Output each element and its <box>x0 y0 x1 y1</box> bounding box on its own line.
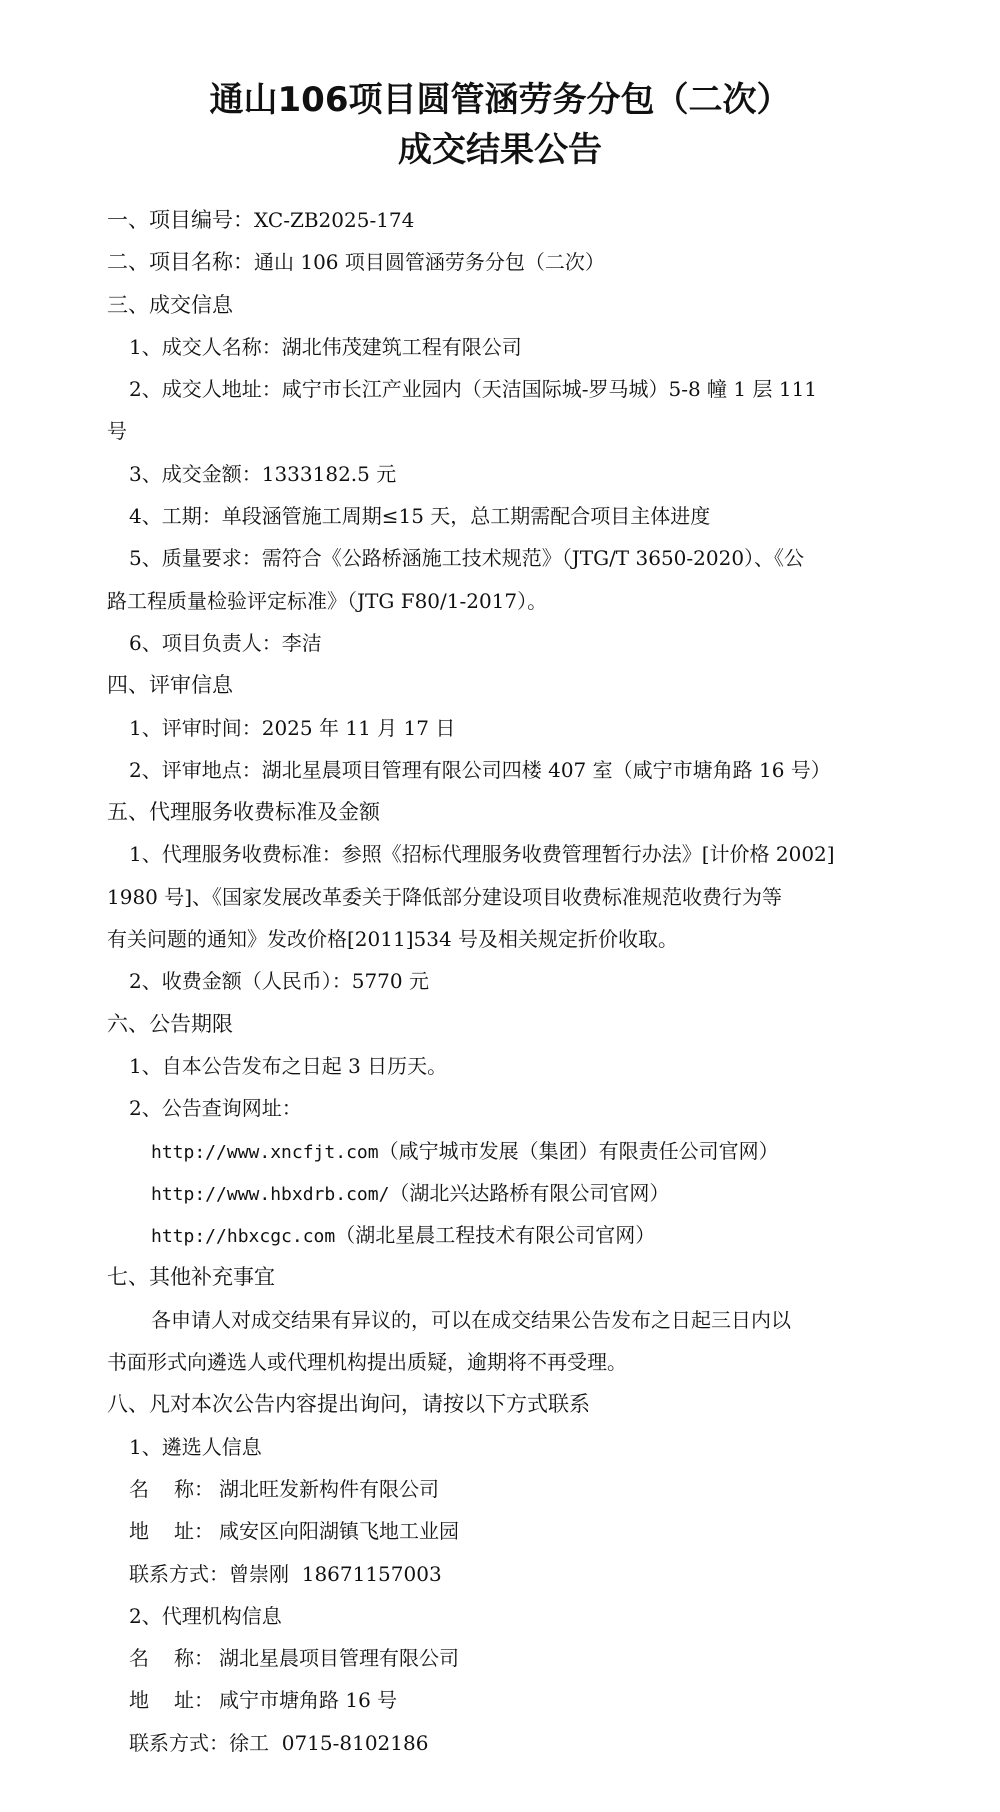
quality-continued: 路工程质量检验评定标准》（JTG F80/1-2017）。 <box>107 588 548 613</box>
agency-name-key-1: 名 <box>129 1646 149 1671</box>
review-time-label: 1、评审时间： <box>129 715 262 740</box>
fee-standard-line-2: 1980 号]、《国家发展改革委关于降低部分建设项目收费标准规范收费行为等 <box>107 884 783 909</box>
query-site-row <box>107 1172 907 1214</box>
project-manager-label: 6、项目负责人： <box>129 630 282 655</box>
duration-row <box>107 495 907 537</box>
quality: 需符合《公路桥涵施工技术规范》（JTG/T 3650-2020）、《公 <box>261 546 805 571</box>
agency-contact: 徐工 0715-8102186 <box>229 1730 429 1755</box>
query-site-desc: （湖北兴达路桥有限公司官网） <box>389 1180 670 1205</box>
section-heading-project-name: 二、项目名称： <box>107 250 254 275</box>
agency-name-row <box>107 1637 907 1679</box>
review-place: 湖北星晨项目管理有限公司四楼 407 室（咸宁市塘角路 16 号） <box>261 757 831 782</box>
agency-address-key-2: 址： <box>174 1688 214 1713</box>
agency-address: 咸宁市塘角路 16 号 <box>219 1688 398 1713</box>
query-site-link[interactable]: http://www.hbxdrb.com/ <box>151 1183 390 1205</box>
page-title: 通山106项目圆管涵劳务分包（二次） <box>209 80 791 120</box>
project-number: XC-ZB2025-174 <box>254 208 415 232</box>
query-site-row <box>107 1214 907 1256</box>
query-site-desc: （湖北星晨工程技术有限公司官网） <box>335 1223 656 1248</box>
project-name: 通山 106 项目圆管涵劳务分包（二次） <box>254 250 605 275</box>
project-manager: 李洁 <box>281 630 322 655</box>
quality-row <box>107 537 907 579</box>
selector-address: 咸安区向阳湖镇飞地工业园 <box>219 1519 459 1544</box>
duration: 单段涵管施工周期≤15 天，总工期需配合项目主体进度 <box>221 504 711 529</box>
selector-name-key-1: 名 <box>129 1476 149 1501</box>
agency-address-key-1: 地 <box>129 1688 149 1713</box>
agency-name-key-2: 称： <box>174 1646 214 1671</box>
section-heading-project-number: 一、项目编号： <box>107 208 254 232</box>
section-heading-review-info: 四、评审信息 <box>107 673 233 698</box>
query-site-desc: （咸宁城市发展（集团）有限责任公司官网） <box>378 1138 779 1163</box>
project-name-row <box>107 241 907 283</box>
selector-name-key-2: 称： <box>174 1476 214 1501</box>
agency-address-row <box>107 1679 907 1721</box>
query-sites-label: 2、公告查询网址： <box>129 1096 302 1121</box>
query-site-row <box>107 1130 907 1172</box>
selector-address-key-2: 址： <box>174 1519 214 1544</box>
section-heading-agency-fee: 五、代理服务收费标准及金额 <box>107 800 380 825</box>
fee-amount: 5770 元 <box>351 969 429 994</box>
fee-amount-row <box>107 960 907 1002</box>
selector-name: 湖北旺发新构件有限公司 <box>219 1476 439 1501</box>
winner-name: 湖北伟茂建筑工程有限公司 <box>281 334 522 359</box>
review-time: 2025 年 11 月 17 日 <box>261 715 456 740</box>
review-place-row <box>107 749 907 791</box>
agency-name: 湖北星晨项目管理有限公司 <box>219 1646 459 1671</box>
page-subtitle: 成交结果公告 <box>398 130 602 170</box>
query-site-link[interactable]: http://www.xncfjt.com <box>151 1141 379 1163</box>
winner-name-label: 1、成交人名称： <box>129 334 282 359</box>
agency-contact-row <box>107 1722 907 1764</box>
fee-amount-label: 2、收费金额（人民币）： <box>129 969 352 994</box>
deal-amount: 1333182.5 元 <box>261 461 397 486</box>
section-heading-contact: 八、凡对本次公告内容提出询问，请按以下方式联系 <box>107 1392 590 1417</box>
project-number-row <box>107 199 907 241</box>
selector-contact-label: 联系方式： <box>129 1561 229 1586</box>
announcement-body <box>107 199 907 1764</box>
agency-info-label: 2、代理机构信息 <box>129 1603 282 1628</box>
query-site-link[interactable]: http://hbxcgc.com <box>151 1226 336 1248</box>
selector-name-row <box>107 1468 907 1510</box>
selector-contact-row <box>107 1553 907 1595</box>
winner-address-continued: 号 <box>107 419 127 444</box>
section-heading-deal-info: 三、成交信息 <box>107 292 233 317</box>
notice-period: 1、自本公告发布之日起 3 日历天。 <box>129 1053 448 1078</box>
selector-contact: 曾崇刚 18671157003 <box>229 1561 442 1586</box>
section-heading-notice-period: 六、公告期限 <box>107 1011 233 1036</box>
winner-name-row <box>107 326 907 368</box>
deal-amount-label: 3、成交金额： <box>129 461 262 486</box>
fee-standard-line-3: 有关问题的通知》发改价格[2011]534 号及相关规定折价收取。 <box>107 927 679 952</box>
review-time-row <box>107 707 907 749</box>
quality-label: 5、质量要求： <box>129 546 262 571</box>
fee-standard-line-1: 1、代理服务收费标准：参照《招标代理服务收费管理暂行办法》[计价格 2002] <box>129 842 835 867</box>
deal-amount-row <box>107 453 907 495</box>
project-manager-row <box>107 622 907 664</box>
selector-address-row <box>107 1510 907 1552</box>
review-place-label: 2、评审地点： <box>129 757 262 782</box>
objection-text-line-1: 各申请人对成交结果有异议的，可以在成交结果公告发布之日起三日内以 <box>151 1307 791 1332</box>
selector-address-key-1: 地 <box>129 1519 149 1544</box>
selector-info-label: 1、遴选人信息 <box>129 1434 262 1459</box>
winner-address-row <box>107 368 907 410</box>
agency-contact-label: 联系方式： <box>129 1730 229 1755</box>
winner-address: 咸宁市长江产业园内（天洁国际城-罗马城）5-8 幢 1 层 111 <box>281 377 818 402</box>
section-heading-other-matters: 七、其他补充事宜 <box>107 1265 275 1290</box>
duration-label: 4、工期： <box>129 504 222 529</box>
winner-address-label: 2、成交人地址： <box>129 377 282 402</box>
objection-text-line-2: 书面形式向遴选人或代理机构提出质疑，逾期将不再受理。 <box>107 1350 627 1375</box>
